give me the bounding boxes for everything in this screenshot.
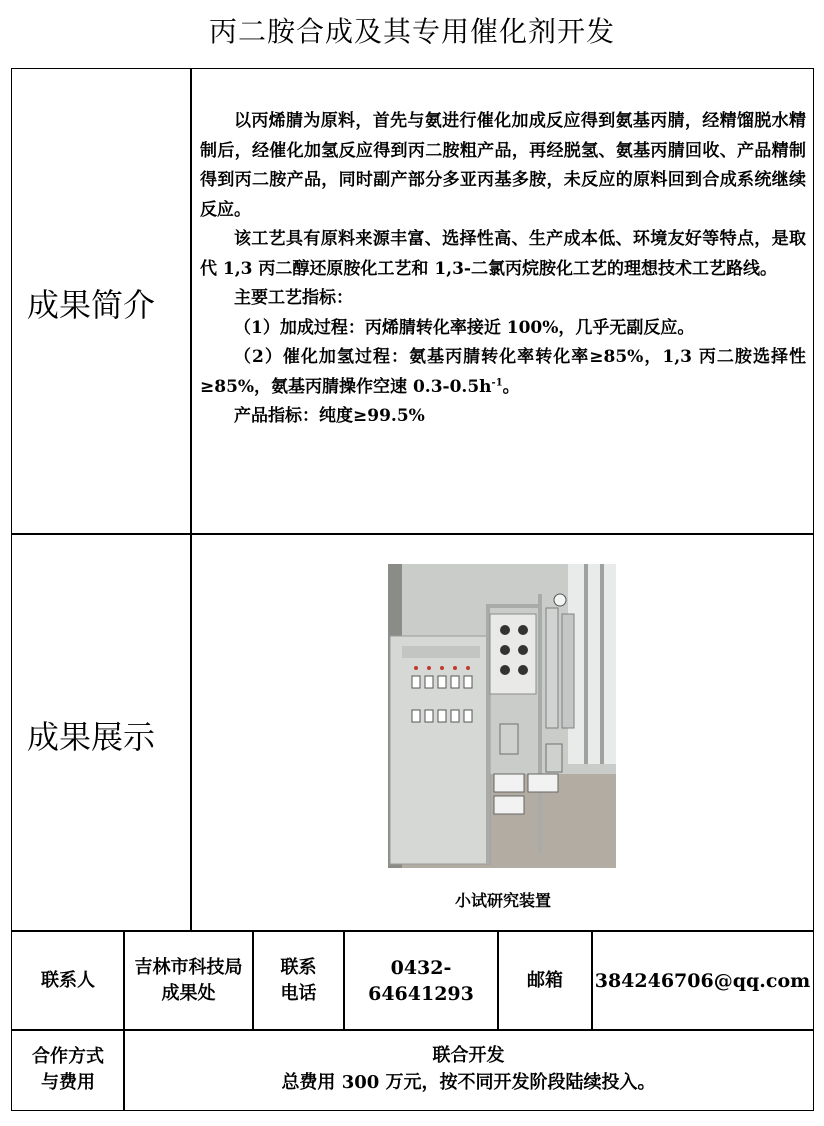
intro-paragraph-5: [200, 343, 806, 402]
equipment-illustration: [388, 564, 616, 868]
photo-caption: 小试研究装置: [454, 891, 551, 910]
phone-label: 联系电话: [280, 956, 317, 1004]
intro-paragraph-3: 主要工艺指标：: [234, 288, 353, 308]
intro-paragraph-6: 产品指标：纯度≥99.5%: [234, 406, 425, 426]
coop-content: [123, 1042, 814, 1096]
email-label: 邮箱: [527, 969, 563, 991]
intro-paragraph-4: （1）加成过程：丙烯腈转化率接近 100%，几乎无副反应。: [234, 317, 695, 338]
equipment-photo: [388, 564, 616, 868]
intro-text: [200, 107, 806, 432]
intro-paragraph-1: 以丙烯腈为原料，首先与氨进行催化加成反应得到氨基丙腈，经精馏脱水精制后，经催化加氢反应得到丙二胺粗产品，再经脱氢、氨基丙腈回收、产品精制得到丙二胺产品，同时副产部分多亚丙基多胺，未反应的原料回到合成系统继续反应。: [200, 111, 806, 220]
email-value: 384246706@qq.com: [594, 969, 811, 992]
contact-label: 联系人: [41, 969, 95, 991]
intro-paragraph-2: 该工艺具有原料来源丰富、选择性高、生产成本低、环境友好等特点，是取代 1,3 丙二醇还原胺化工艺和 1,3-二氯丙烷胺化工艺的理想技术工艺路线。: [200, 229, 806, 279]
contact-org: 吉林市科技局成果处: [134, 956, 243, 1004]
phone-value: 0432-64641293: [368, 956, 474, 1005]
page-title: 丙二胺合成及其专用催化剂开发: [208, 15, 615, 48]
intro-label: 成果简介: [27, 286, 156, 324]
intro-paragraph-5-main: （2）催化加氢过程：氨基丙腈转化率转化率≥85%，1,3 丙二胺选择性≥85%，氨基丙腈操作空速 0.3-0.5h: [200, 347, 806, 397]
coop-line-1: 联合开发: [432, 1045, 505, 1066]
intro-paragraph-5-end: 。: [502, 376, 520, 397]
display-label: 成果展示: [27, 718, 156, 756]
coop-label: 合作方式与费用: [32, 1046, 104, 1093]
intro-paragraph-5-sup: -1: [491, 376, 503, 388]
coop-line-2: 总费用 300 万元，按不同开发阶段陆续投入。: [281, 1072, 656, 1093]
